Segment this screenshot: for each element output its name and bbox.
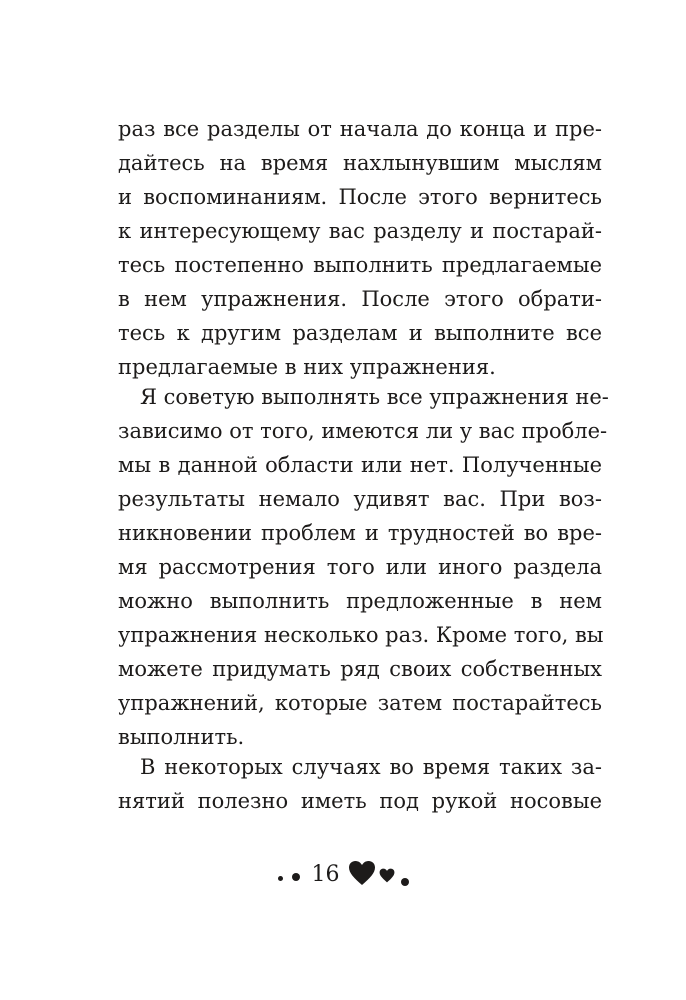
text-line: зависимо от того, имеются ли у вас пробле-	[118, 419, 608, 443]
page-number: 16	[311, 862, 340, 887]
text-line: Я советую выполнять все упражнения не-	[140, 385, 609, 409]
text-line: мы в данной области или нет. Полученные	[118, 453, 602, 477]
text-line: мя рассмотрения того или иного раздела	[118, 555, 602, 579]
text-line: раз все разделы от начала до конца и пре-	[118, 117, 602, 141]
text-line: в нем упражнения. После этого обрати-	[118, 287, 602, 311]
text-line: предлагаемые в них упражнения.	[118, 355, 496, 379]
dot-ornament-icon	[292, 873, 300, 881]
text-line: можете придумать ряд своих собственных	[118, 657, 602, 681]
text-line: упражнений, которые затем постарайтесь	[118, 691, 602, 715]
text-line: результаты немало удивят вас. При воз-	[118, 487, 602, 511]
text-line: никновении проблем и трудностей во вре-	[118, 521, 602, 545]
heart-small-icon	[379, 868, 395, 887]
text-line: выполнить.	[118, 725, 245, 749]
text-line: дайтесь на время нахлынувшим мыслям	[118, 151, 602, 175]
text-line: тесь постепенно выполнить предлагаемые	[118, 253, 602, 277]
text-line: и воспоминаниям. После этого вернитесь	[118, 185, 602, 209]
heart-large-icon	[348, 860, 376, 890]
text-line: упражнения несколько раз. Кроме того, вы	[118, 623, 604, 647]
dot-ornament-icon	[278, 876, 283, 881]
text-line: можно выполнить предложенные в нем	[118, 589, 602, 613]
text-line: тесь к другим разделам и выполните все	[118, 321, 602, 345]
dot-ornament-icon	[401, 878, 409, 886]
text-line: нятий полезно иметь под рукой носовые	[118, 789, 602, 813]
text-line: к интересующему вас разделу и постарай-	[118, 219, 602, 243]
text-line: В некоторых случаях во время таких за-	[140, 755, 602, 779]
page-footer	[0, 855, 686, 895]
